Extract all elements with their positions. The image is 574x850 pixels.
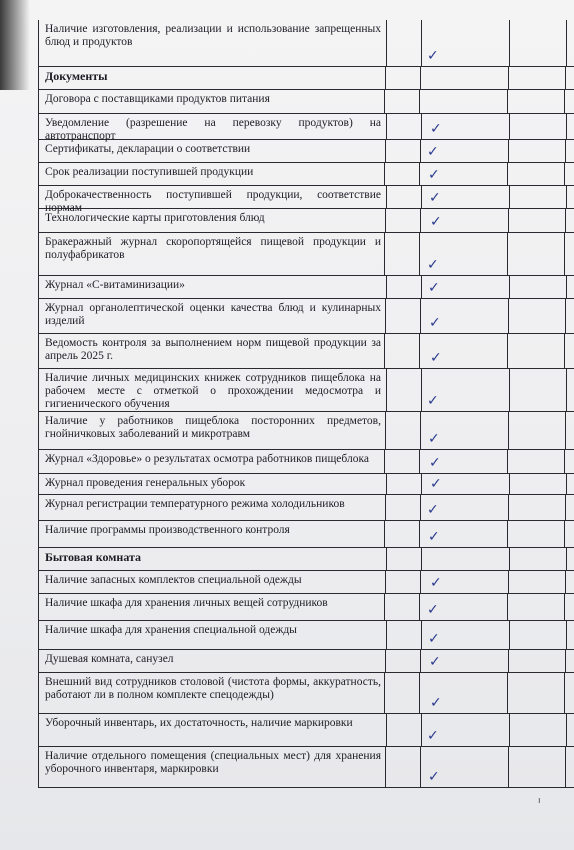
column-divider [419,450,420,473]
column-divider [508,209,509,232]
column-divider [509,369,510,411]
column-divider [420,495,421,520]
column-divider [384,334,385,368]
column-divider [385,495,386,520]
column-divider [420,67,421,89]
row-label: Душевая комната, санузел [45,653,174,665]
checklist-row [39,450,574,474]
checkmark-icon: ✓ [428,529,440,545]
column-divider [507,673,508,713]
checkmark-icon: ✓ [428,769,440,785]
column-divider [385,209,386,232]
checkmark-icon: ✓ [429,654,441,670]
checklist-row [39,163,574,186]
checklist-row [39,495,574,521]
checkmark-icon: ✓ [429,315,441,331]
checkmark-icon: ✓ [428,280,440,296]
column-divider [386,114,387,139]
column-divider [565,747,566,787]
column-divider [420,140,421,162]
row-label: Наличие шкафа для хранения личных вещей сотрудников [45,597,328,609]
checkmark-icon: ✓ [430,575,442,591]
checkmark-icon: ✓ [430,350,442,366]
column-divider [565,140,566,162]
column-divider [421,20,422,66]
checkmark-icon: ✓ [427,257,439,273]
column-divider [384,594,385,620]
column-divider [509,276,510,298]
column-divider [508,140,509,162]
column-divider [565,650,566,672]
column-divider [509,474,510,494]
column-divider [565,299,566,333]
column-divider [385,650,386,672]
column-divider [385,140,386,162]
column-divider [420,412,421,449]
column-divider [386,474,387,494]
column-divider [508,412,509,449]
column-divider [566,474,567,494]
row-label: Наличие личных медицинских книжек сотрудников пищеблока на рабочем месте с отметкой о прохождении медосмотра и гигиенического обучения [45,372,381,410]
checklist-row [39,233,574,276]
checkmark-icon: ✓ [428,167,440,183]
column-divider [566,276,567,298]
column-divider [565,209,566,232]
section-header-row [39,67,574,90]
column-divider [507,233,508,275]
column-divider [419,90,420,113]
checklist-row [39,521,574,548]
checklist-row [39,209,574,233]
column-divider [509,548,510,570]
checkmark-icon: ✓ [430,695,442,711]
checklist-row [39,90,574,114]
column-divider [385,299,386,333]
column-divider [386,186,387,208]
row-label: Журнал «Здоровье» о результатах осмотра работников пищеблока [45,453,369,465]
checklist-row [39,299,574,334]
column-divider [385,571,386,593]
column-divider [565,412,566,449]
row-label: Наличие программы производственного контроля [45,524,290,536]
column-divider [421,621,422,649]
column-divider [420,650,421,672]
column-divider [507,90,508,113]
column-divider [386,714,387,746]
section-title: Документы [45,69,108,83]
column-divider [419,233,420,275]
checklist-row [39,186,574,214]
checkmark-icon: ✓ [427,48,439,64]
section-title: Бытовая комната [45,550,142,564]
column-divider [419,673,420,713]
column-divider [421,369,422,411]
checklist-row [39,474,574,495]
column-divider [566,714,567,746]
checklist-row [39,334,574,369]
column-divider [420,209,421,232]
checklist-row [39,594,574,621]
column-divider [420,299,421,333]
checklist-row [39,621,574,650]
column-divider [564,334,565,368]
checklist-row [39,747,574,788]
stray-mark: ı [538,796,541,806]
column-divider [509,621,510,649]
checkmark-icon: ✓ [427,144,439,160]
column-divider [565,495,566,520]
checkmark-icon: ✓ [428,431,440,447]
checkmark-icon: ✓ [429,455,441,471]
checklist-row [39,114,574,140]
column-divider [385,67,386,89]
row-label: Срок реализации поступившей продукции [45,166,254,178]
column-divider [421,276,422,298]
column-divider [509,186,510,208]
checklist-row [39,20,574,67]
column-divider [508,650,509,672]
checklist-row [39,412,574,450]
column-divider [507,163,508,185]
column-divider [507,450,508,473]
checkmark-icon: ✓ [430,476,442,492]
column-divider [508,67,509,89]
column-divider [509,20,510,66]
column-divider [420,571,421,593]
column-divider [420,747,421,787]
column-divider [421,186,422,208]
column-divider [564,521,565,547]
checkmark-icon: ✓ [430,121,442,137]
row-label: Ведомость контроля за выполнением норм пищевой продукции за апрель 2025 г. [45,337,381,362]
column-divider [508,495,509,520]
column-divider [564,233,565,275]
column-divider [384,233,385,275]
row-label: Уведомление (разрешение на перевозку продуктов) на автотранспорт [45,117,381,142]
column-divider [385,412,386,449]
column-divider [419,594,420,620]
column-divider [384,90,385,113]
checkmark-icon: ✓ [427,602,439,618]
column-divider [421,548,422,570]
row-label: Журнал регистрации температурного режима холодильников [45,498,345,510]
column-divider [384,521,385,547]
column-divider [386,20,387,66]
column-divider [421,714,422,746]
section-header-row [39,548,574,571]
page-edge-shadow [0,0,30,90]
row-label: Бракеражный журнал скоропортящейся пищевой продукции и полуфабрикатов [45,236,381,261]
checklist-row [39,714,574,747]
column-divider [564,90,565,113]
column-divider [565,571,566,593]
column-divider [384,450,385,473]
checklist-row [39,571,574,594]
column-divider [566,186,567,208]
checklist-row [39,650,574,673]
row-label: Сертификаты, декларации о соответствии [45,143,251,155]
column-divider [564,450,565,473]
column-divider [421,114,422,139]
column-divider [566,114,567,139]
row-label: Наличие у работников пищеблока посторонних предметов, гнойничковых заболеваний и микротравм [45,415,381,440]
column-divider [566,548,567,570]
column-divider [386,621,387,649]
column-divider [508,747,509,787]
checklist-row [39,673,574,714]
column-divider [386,369,387,411]
row-label: Наличие запасных комплектов специальной одежды [45,574,302,586]
column-divider [509,714,510,746]
row-label: Уборочный инвентарь, их достаточность, наличие маркировки [45,717,353,729]
column-divider [384,163,385,185]
row-label: Журнал проведения генеральных уборок [45,477,246,489]
checkmark-icon: ✓ [430,214,442,230]
row-label: Наличие шкафа для хранения специальной одежды [45,624,297,636]
column-divider [508,571,509,593]
checkmark-icon: ✓ [427,393,439,409]
column-divider [386,276,387,298]
row-label: Журнал органолептической оценки качества блюд и кулинарных изделий [45,302,381,327]
checkmark-icon: ✓ [427,728,439,744]
checklist-table [38,20,574,788]
column-divider [565,67,566,89]
checklist-row [39,276,574,299]
column-divider [385,747,386,787]
column-divider [419,334,420,368]
row-label: Журнал «С-витаминизации» [45,279,185,291]
column-divider [507,334,508,368]
column-divider [509,114,510,139]
column-divider [564,163,565,185]
column-divider [386,548,387,570]
checkmark-icon: ✓ [429,190,441,206]
column-divider [508,299,509,333]
column-divider [419,521,420,547]
column-divider [564,594,565,620]
column-divider [419,163,420,185]
checklist-row [39,140,574,163]
checklist-row [39,369,574,412]
checkmark-icon: ✓ [428,631,440,647]
column-divider [564,673,565,713]
column-divider [566,20,567,66]
row-label: Доброкачественность поступившей продукции, соответствие нормам [45,189,381,214]
row-label: Технологические карты приготовления блюд [45,212,265,224]
column-divider [507,521,508,547]
column-divider [507,594,508,620]
column-divider [566,369,567,411]
row-label: Договора с поставщиками продуктов питания [45,93,270,105]
column-divider [384,673,385,713]
column-divider [566,621,567,649]
row-label: Наличие отдельного помещения (специальных мест) для хранения уборочного инвентаря, маркировки [45,750,381,775]
column-divider [421,474,422,494]
checkmark-icon: ✓ [427,502,439,518]
row-label: Наличие изготовления, реализации и использование запрещенных блюд и продуктов [45,23,381,48]
row-label: Внешний вид сотрудников столовой (чистота формы, аккуратность, работают ли в полном комплекте спецодежды) [45,676,381,701]
